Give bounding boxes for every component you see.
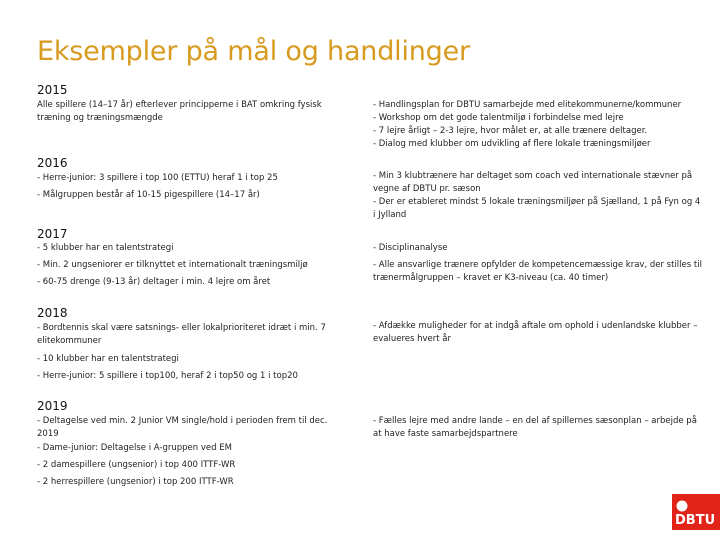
goal-2018-2: - 10 klubber har en talentstrategi (37, 354, 179, 364)
goal-2017-2: - Min. 2 ungseniorer er tilknyttet et internationalt træningsmiljø (37, 260, 308, 270)
action-2016-2: - Der er etableret mindst 5 lokale træningsmiljøer på Sjælland, 1 på Fyn og 4 i Jylland (373, 197, 701, 220)
goal-2016-2: - Målgruppen består af 10-15 pigespillere (14–17 år) (37, 190, 260, 200)
year-heading-2018: 2018 (37, 306, 68, 320)
goal-2015-1: Alle spillere (14–17 år) efterlever principperne i BAT omkring fysisk træning og træningsmængde (37, 100, 322, 123)
action-2015-2: - Workshop om det gode talentmiljø i forbindelse med lejre (373, 113, 624, 123)
dbtu-logo (672, 494, 720, 530)
goal-2018-1: - Bordtennis skal være satsnings- eller lokalprioriteret idræt i min. 7 elitekommuner (37, 323, 326, 346)
action-2017-1: - Disciplinanalyse (373, 243, 448, 253)
logo-text: DBTU (675, 513, 716, 528)
action-2016-1: - Min 3 klubtrænere har deltaget som coach ved internationale stævner på vegne af DBTU pr. sæson (373, 171, 693, 194)
goal-2017-1: - 5 klubber har en talentstrategi (37, 243, 174, 253)
goal-2017-3: - 60-75 drenge (9-13 år) deltager i min. 4 lejre om året (37, 277, 271, 287)
action-2019-1: - Fælles lejre med andre lande – en del af spillernes sæsonplan – arbejde på at have faste samarbejdspartnere (373, 416, 697, 439)
action-2018-1: - Afdække muligheder for at indgå aftale om ophold i udenlandske klubber – evalueres hvert år (373, 321, 698, 344)
action-2015-3: - 7 lejre årligt – 2-3 lejre, hvor målet er, at alle trænere deltager. (373, 126, 648, 136)
year-heading-2019: 2019 (37, 399, 68, 413)
year-heading-2017: 2017 (37, 227, 68, 241)
goal-2019-3: - 2 damespillere (ungsenior) i top 400 ITTF-WR (37, 460, 236, 470)
year-heading-2016: 2016 (37, 156, 68, 170)
goal-2019-1: - Deltagelse ved min. 2 Junior VM single/hold i perioden frem til dec. 2019 (37, 416, 328, 439)
action-2015-4: - Dialog med klubber om udvikling af flere lokale træningsmiljøer (373, 139, 651, 149)
goal-2019-4: - 2 herrespillere (ungsenior) i top 200 ITTF-WR (37, 477, 234, 487)
action-2017-2: - Alle ansvarlige trænere opfylder de kompetencemæssige krav, der stilles til trænermålgruppen – kravet er K3-niveau (ca. 40 timer) (373, 260, 702, 283)
goal-2016-1: - Herre-junior: 3 spillere i top 100 (ETTU) heraf 1 i top 25 (37, 173, 278, 183)
goal-2018-3: - Herre-junior: 5 spillere i top100, heraf 2 i top50 og 1 i top20 (37, 371, 298, 381)
logo-ball-icon (677, 501, 688, 512)
page-title: Eksempler på mål og handlinger (37, 36, 470, 67)
action-2015-1: - Handlingsplan for DBTU samarbejde med elitekommunerne/kommuner (373, 100, 682, 110)
year-heading-2015: 2015 (37, 83, 68, 97)
goal-2019-2: - Dame-junior: Deltagelse i A-gruppen ved EM (37, 443, 232, 453)
